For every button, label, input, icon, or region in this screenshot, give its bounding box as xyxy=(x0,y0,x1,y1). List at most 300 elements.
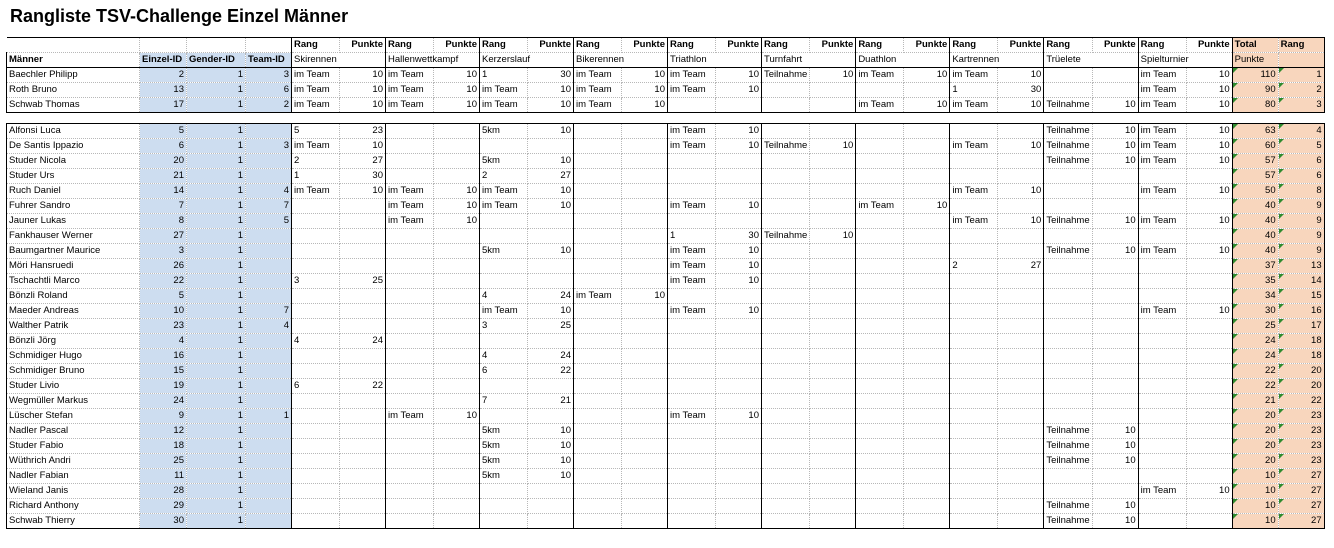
discipline-punkte xyxy=(998,514,1044,529)
discipline-rang xyxy=(480,259,528,274)
discipline-rang xyxy=(574,319,622,334)
gender-id: 1 xyxy=(187,214,246,229)
discipline-rang: im Team xyxy=(950,184,998,199)
discipline-rang: im Team xyxy=(668,304,716,319)
final-rank: 27 xyxy=(1278,514,1324,529)
final-rank: 9 xyxy=(1278,229,1324,244)
discipline-punkte: 10 xyxy=(1092,139,1138,154)
discipline-rang xyxy=(1044,394,1092,409)
table-row xyxy=(7,139,1325,154)
discipline-rang xyxy=(1044,319,1092,334)
discipline-rang xyxy=(574,364,622,379)
discipline-punkte xyxy=(716,214,762,229)
discipline-rang: Teilnahme xyxy=(762,68,810,83)
discipline-rang xyxy=(762,124,810,139)
einzel-id: 15 xyxy=(140,364,187,379)
discipline-rang xyxy=(574,514,622,529)
discipline-rang xyxy=(762,334,810,349)
discipline-punkte xyxy=(904,409,950,424)
discipline-rang xyxy=(668,319,716,334)
discipline-rang: Teilnahme xyxy=(1044,499,1092,514)
gender-id: 1 xyxy=(187,169,246,184)
discipline-punkte: 10 xyxy=(716,68,762,83)
discipline-punkte xyxy=(340,214,386,229)
discipline-rang xyxy=(950,424,998,439)
discipline-punkte xyxy=(998,379,1044,394)
discipline-rang: 4 xyxy=(480,289,528,304)
table-row xyxy=(7,364,1325,379)
discipline-rang xyxy=(762,154,810,169)
einzel-id: 2 xyxy=(140,68,187,83)
discipline-rang xyxy=(950,349,998,364)
table-row xyxy=(7,499,1325,514)
discipline-punkte: 10 xyxy=(340,68,386,83)
discipline-rang xyxy=(292,364,340,379)
discipline-rang xyxy=(386,259,434,274)
discipline-rang xyxy=(292,304,340,319)
discipline-rang xyxy=(292,454,340,469)
discipline-rang xyxy=(386,139,434,154)
discipline-punkte: 10 xyxy=(434,98,480,113)
einzel-id: 18 xyxy=(140,439,187,454)
discipline-punkte xyxy=(340,304,386,319)
gender-id: 1 xyxy=(187,139,246,154)
discipline-rang xyxy=(950,484,998,499)
final-rank: 23 xyxy=(1278,454,1324,469)
athlete-name: Wüthrich Andri xyxy=(7,454,140,469)
discipline-rang: im Team xyxy=(480,83,528,98)
discipline-punkte xyxy=(810,98,856,113)
discipline-punkte xyxy=(810,334,856,349)
discipline-punkte xyxy=(716,169,762,184)
discipline-rang: im Team xyxy=(668,124,716,139)
discipline-punkte xyxy=(434,394,480,409)
discipline-punkte xyxy=(340,289,386,304)
discipline-punkte: 10 xyxy=(1186,68,1232,83)
discipline-punkte xyxy=(1186,499,1232,514)
discipline-rang xyxy=(480,334,528,349)
discipline-rang xyxy=(1044,169,1092,184)
discipline-rang: 4 xyxy=(292,334,340,349)
discipline-rang xyxy=(574,304,622,319)
athlete-name: Bönzli Roland xyxy=(7,289,140,304)
discipline-rang xyxy=(292,289,340,304)
discipline-rang xyxy=(668,469,716,484)
final-rank: 20 xyxy=(1278,379,1324,394)
total-points: 10 xyxy=(1232,484,1278,499)
discipline-punkte: 10 xyxy=(434,409,480,424)
discipline-rang xyxy=(1138,259,1186,274)
discipline-rang xyxy=(292,319,340,334)
discipline-rang xyxy=(856,319,904,334)
discipline-punkte xyxy=(340,514,386,529)
discipline-punkte xyxy=(434,319,480,334)
discipline-rang xyxy=(668,154,716,169)
discipline-rang xyxy=(950,379,998,394)
discipline-punkte: 10 xyxy=(1092,439,1138,454)
discipline-rang: Teilnahme xyxy=(1044,139,1092,154)
discipline-rang xyxy=(1044,469,1092,484)
discipline-punkte xyxy=(998,304,1044,319)
discipline-punkte xyxy=(340,484,386,499)
discipline-rang xyxy=(950,364,998,379)
discipline-rang xyxy=(574,484,622,499)
discipline-rang: im Team xyxy=(950,68,998,83)
discipline-punkte: 10 xyxy=(998,98,1044,113)
discipline-rang xyxy=(292,349,340,364)
team-id xyxy=(246,169,292,184)
discipline-punkte xyxy=(810,124,856,139)
gender-id: 1 xyxy=(187,469,246,484)
discipline-rang xyxy=(950,154,998,169)
discipline-rang xyxy=(950,409,998,424)
discipline-rang xyxy=(574,499,622,514)
discipline-rang: im Team xyxy=(292,98,340,113)
discipline-punkte xyxy=(622,304,668,319)
discipline-punkte xyxy=(622,514,668,529)
discipline-punkte: 27 xyxy=(998,259,1044,274)
athlete-name: Fuhrer Sandro xyxy=(7,199,140,214)
discipline-punkte xyxy=(998,424,1044,439)
discipline-rang xyxy=(762,184,810,199)
discipline-punkte xyxy=(340,499,386,514)
discipline-rang xyxy=(762,484,810,499)
discipline-punkte xyxy=(622,274,668,289)
discipline-rang xyxy=(574,154,622,169)
team-id xyxy=(246,379,292,394)
discipline-punkte xyxy=(716,319,762,334)
discipline-punkte xyxy=(434,484,480,499)
total-points: 22 xyxy=(1232,364,1278,379)
discipline-rang xyxy=(762,304,810,319)
discipline-punkte xyxy=(1092,274,1138,289)
header-row-1 xyxy=(7,38,1325,53)
table-row xyxy=(7,409,1325,424)
discipline-rang: im Team xyxy=(574,83,622,98)
header-rang: Rang xyxy=(1044,38,1092,53)
discipline-rang: Teilnahme xyxy=(1044,244,1092,259)
discipline-punkte xyxy=(716,364,762,379)
athlete-name: Möri Hansruedi xyxy=(7,259,140,274)
discipline-rang xyxy=(762,319,810,334)
discipline-rang xyxy=(574,424,622,439)
discipline-punkte xyxy=(528,379,574,394)
gender-id: 1 xyxy=(187,319,246,334)
discipline-rang xyxy=(292,484,340,499)
discipline-punkte: 10 xyxy=(810,68,856,83)
team-id: 2 xyxy=(246,98,292,113)
discipline-punkte xyxy=(904,439,950,454)
discipline-punkte xyxy=(1186,364,1232,379)
discipline-punkte xyxy=(1092,68,1138,83)
discipline-punkte xyxy=(716,394,762,409)
einzel-id: 6 xyxy=(140,139,187,154)
discipline-rang xyxy=(1138,424,1186,439)
discipline-rang: im Team xyxy=(1138,184,1186,199)
discipline-rang xyxy=(386,304,434,319)
discipline-rang xyxy=(386,334,434,349)
discipline-punkte: 10 xyxy=(1092,454,1138,469)
discipline-punkte: 25 xyxy=(528,319,574,334)
table-row xyxy=(7,349,1325,364)
discipline-punkte: 10 xyxy=(434,184,480,199)
discipline-rang: im Team xyxy=(1138,98,1186,113)
discipline-punkte: 10 xyxy=(998,68,1044,83)
discipline-rang xyxy=(856,484,904,499)
discipline-rang: 1 xyxy=(292,169,340,184)
discipline-punkte xyxy=(340,469,386,484)
discipline-punkte xyxy=(904,304,950,319)
discipline-rang xyxy=(386,514,434,529)
table-row xyxy=(7,334,1325,349)
discipline-rang xyxy=(856,499,904,514)
discipline-rang: im Team xyxy=(1138,484,1186,499)
discipline-rang xyxy=(1138,409,1186,424)
discipline-punkte xyxy=(810,289,856,304)
final-rank: 1 xyxy=(1278,68,1324,83)
discipline-rang xyxy=(856,439,904,454)
discipline-punkte xyxy=(528,139,574,154)
discipline-punkte: 10 xyxy=(1186,154,1232,169)
discipline-rang: im Team xyxy=(668,68,716,83)
discipline-rang: im Team xyxy=(386,83,434,98)
discipline-rang: im Team xyxy=(386,214,434,229)
discipline-punkte xyxy=(810,379,856,394)
group-separator xyxy=(7,113,1325,124)
table-row xyxy=(7,304,1325,319)
discipline-punkte xyxy=(622,199,668,214)
total-points: 24 xyxy=(1232,334,1278,349)
team-id xyxy=(246,469,292,484)
discipline-rang xyxy=(950,514,998,529)
total-points: 80 xyxy=(1232,98,1278,113)
team-id xyxy=(246,514,292,529)
discipline-rang xyxy=(1044,304,1092,319)
team-id xyxy=(246,349,292,364)
discipline-punkte xyxy=(434,514,480,529)
discipline-punkte: 10 xyxy=(1186,214,1232,229)
discipline-rang xyxy=(950,469,998,484)
discipline-rang xyxy=(856,379,904,394)
einzel-id: 30 xyxy=(140,514,187,529)
discipline-rang xyxy=(762,499,810,514)
discipline-punkte xyxy=(810,154,856,169)
discipline-rang: 5km xyxy=(480,424,528,439)
team-id: 7 xyxy=(246,199,292,214)
discipline-punkte xyxy=(716,499,762,514)
discipline-punkte xyxy=(998,469,1044,484)
discipline-rang xyxy=(386,124,434,139)
header-rang-blank xyxy=(1278,53,1324,68)
discipline-name: Duathlon xyxy=(856,53,950,68)
discipline-punkte: 10 xyxy=(1186,83,1232,98)
discipline-punkte xyxy=(1186,424,1232,439)
header-rang: Rang xyxy=(950,38,998,53)
einzel-id: 28 xyxy=(140,484,187,499)
discipline-rang: Teilnahme xyxy=(1044,454,1092,469)
discipline-rang xyxy=(856,229,904,244)
gender-id: 1 xyxy=(187,83,246,98)
discipline-rang: im Team xyxy=(668,409,716,424)
discipline-punkte xyxy=(1092,469,1138,484)
discipline-rang: im Team xyxy=(1138,244,1186,259)
gender-id: 1 xyxy=(187,364,246,379)
discipline-punkte xyxy=(1092,394,1138,409)
discipline-rang xyxy=(762,274,810,289)
gender-id: 1 xyxy=(187,274,246,289)
final-rank: 27 xyxy=(1278,484,1324,499)
discipline-rang xyxy=(668,484,716,499)
discipline-rang xyxy=(856,214,904,229)
discipline-punkte xyxy=(998,274,1044,289)
discipline-punkte: 10 xyxy=(810,229,856,244)
einzel-id: 10 xyxy=(140,304,187,319)
discipline-punkte: 10 xyxy=(528,439,574,454)
discipline-punkte xyxy=(998,454,1044,469)
einzel-id: 5 xyxy=(140,289,187,304)
header-punkte: Punkte xyxy=(716,38,762,53)
discipline-punkte xyxy=(998,169,1044,184)
discipline-rang xyxy=(950,229,998,244)
final-rank: 3 xyxy=(1278,98,1324,113)
team-id: 6 xyxy=(246,83,292,98)
gender-id: 1 xyxy=(187,484,246,499)
discipline-punkte xyxy=(1092,379,1138,394)
discipline-punkte: 21 xyxy=(528,394,574,409)
total-points: 40 xyxy=(1232,199,1278,214)
discipline-rang xyxy=(386,439,434,454)
discipline-rang xyxy=(574,259,622,274)
discipline-rang xyxy=(856,184,904,199)
total-points: 40 xyxy=(1232,214,1278,229)
discipline-punkte: 10 xyxy=(528,83,574,98)
discipline-rang: 5km xyxy=(480,469,528,484)
discipline-punkte xyxy=(1092,319,1138,334)
discipline-punkte xyxy=(1092,304,1138,319)
discipline-rang xyxy=(950,319,998,334)
athlete-name: Wegmüller Markus xyxy=(7,394,140,409)
discipline-rang xyxy=(1044,83,1092,98)
discipline-rang xyxy=(856,424,904,439)
gender-id: 1 xyxy=(187,304,246,319)
discipline-rang xyxy=(668,454,716,469)
discipline-punkte xyxy=(340,259,386,274)
discipline-rang: im Team xyxy=(856,199,904,214)
athlete-name: Schmidiger Bruno xyxy=(7,364,140,379)
discipline-rang xyxy=(386,319,434,334)
discipline-rang: 1 xyxy=(950,83,998,98)
discipline-rang xyxy=(386,499,434,514)
discipline-punkte xyxy=(1186,349,1232,364)
final-rank: 14 xyxy=(1278,274,1324,289)
discipline-rang: 6 xyxy=(480,364,528,379)
total-points: 63 xyxy=(1232,124,1278,139)
discipline-punkte: 10 xyxy=(716,124,762,139)
total-points: 10 xyxy=(1232,499,1278,514)
discipline-rang: 4 xyxy=(480,349,528,364)
discipline-punkte xyxy=(904,499,950,514)
discipline-rang: 5km xyxy=(480,124,528,139)
discipline-rang xyxy=(480,484,528,499)
gender-id: 1 xyxy=(187,409,246,424)
discipline-rang xyxy=(292,499,340,514)
discipline-rang xyxy=(574,379,622,394)
discipline-rang xyxy=(762,349,810,364)
discipline-punkte xyxy=(434,349,480,364)
discipline-rang: 2 xyxy=(292,154,340,169)
discipline-punkte xyxy=(1092,364,1138,379)
discipline-punkte: 10 xyxy=(1186,98,1232,113)
team-id xyxy=(246,289,292,304)
discipline-rang xyxy=(856,469,904,484)
discipline-punkte: 27 xyxy=(528,169,574,184)
discipline-punkte xyxy=(998,154,1044,169)
discipline-punkte: 10 xyxy=(1186,139,1232,154)
discipline-rang xyxy=(1138,469,1186,484)
header-gender-id: Gender-ID xyxy=(187,53,246,68)
final-rank: 27 xyxy=(1278,469,1324,484)
discipline-punkte xyxy=(434,499,480,514)
discipline-rang xyxy=(386,424,434,439)
discipline-punkte xyxy=(1186,274,1232,289)
gender-id: 1 xyxy=(187,499,246,514)
einzel-id: 8 xyxy=(140,214,187,229)
discipline-punkte xyxy=(1092,184,1138,199)
einzel-id: 16 xyxy=(140,349,187,364)
discipline-rang xyxy=(856,454,904,469)
discipline-rang xyxy=(1138,379,1186,394)
discipline-punkte xyxy=(904,394,950,409)
discipline-punkte: 10 xyxy=(1186,184,1232,199)
final-rank: 2 xyxy=(1278,83,1324,98)
discipline-punkte xyxy=(434,304,480,319)
discipline-punkte xyxy=(998,199,1044,214)
discipline-punkte xyxy=(1092,409,1138,424)
discipline-rang xyxy=(480,499,528,514)
discipline-punkte xyxy=(1186,319,1232,334)
discipline-rang xyxy=(1138,394,1186,409)
discipline-rang xyxy=(292,409,340,424)
discipline-rang: im Team xyxy=(386,184,434,199)
final-rank: 22 xyxy=(1278,394,1324,409)
discipline-punkte xyxy=(528,214,574,229)
table-row xyxy=(7,214,1325,229)
discipline-punkte xyxy=(622,139,668,154)
discipline-punkte xyxy=(810,274,856,289)
final-rank: 15 xyxy=(1278,289,1324,304)
discipline-rang xyxy=(574,139,622,154)
final-rank: 17 xyxy=(1278,319,1324,334)
einzel-id: 12 xyxy=(140,424,187,439)
team-id xyxy=(246,334,292,349)
discipline-punkte xyxy=(810,259,856,274)
header-row-2 xyxy=(7,53,1325,68)
discipline-punkte xyxy=(904,349,950,364)
discipline-rang xyxy=(762,199,810,214)
discipline-rang xyxy=(668,514,716,529)
discipline-rang xyxy=(292,259,340,274)
discipline-name: Bikerennen xyxy=(574,53,668,68)
discipline-rang xyxy=(1138,319,1186,334)
discipline-punkte xyxy=(528,409,574,424)
discipline-punkte xyxy=(1186,514,1232,529)
gender-id: 1 xyxy=(187,244,246,259)
header-blank xyxy=(140,38,187,53)
discipline-punkte xyxy=(998,229,1044,244)
discipline-punkte xyxy=(434,364,480,379)
discipline-rang: im Team xyxy=(386,409,434,424)
table-row xyxy=(7,259,1325,274)
